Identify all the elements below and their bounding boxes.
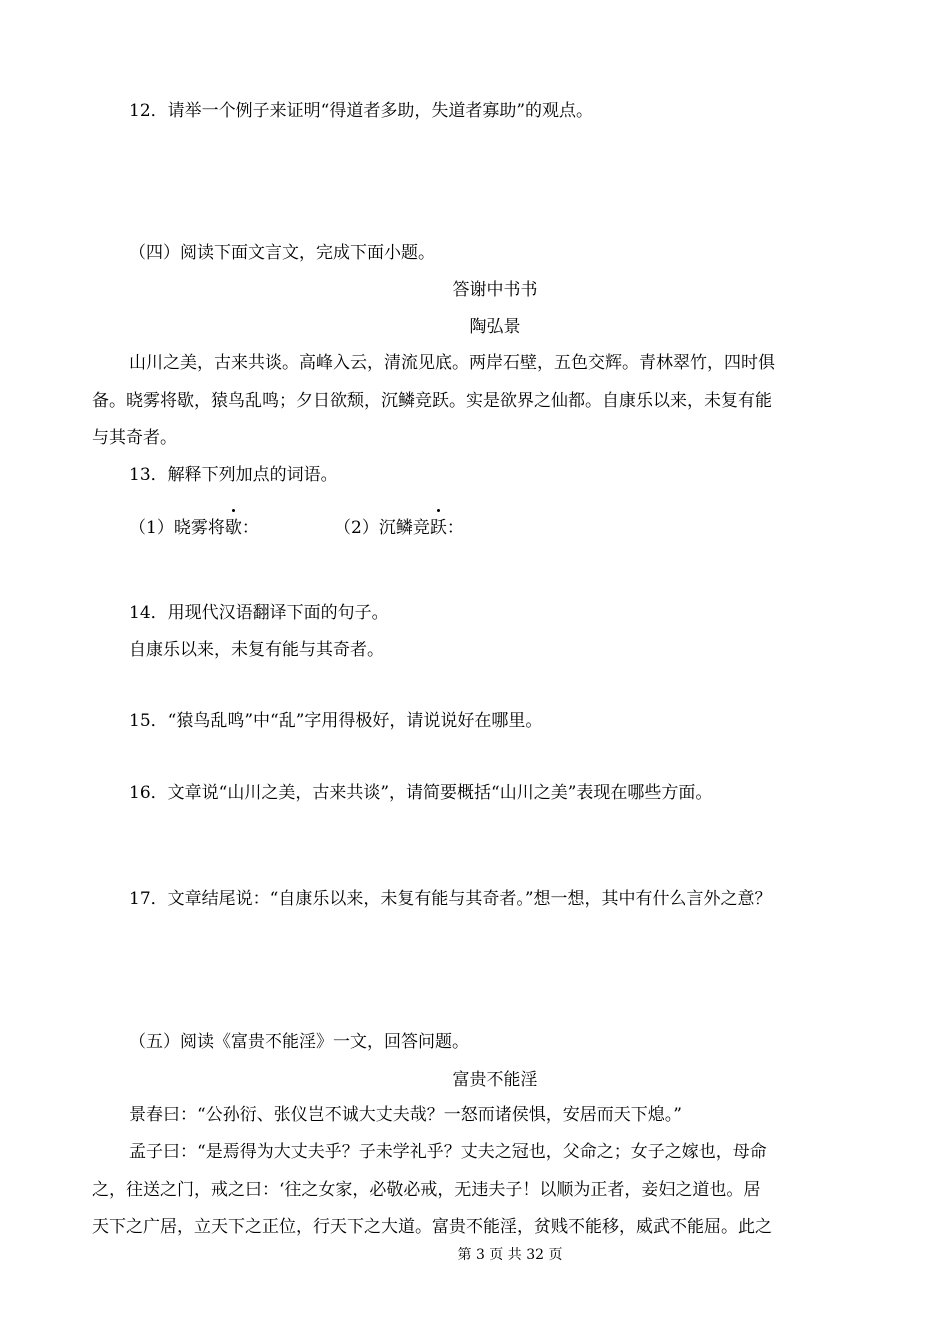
question-13-prompt: 13．解释下列加点的词语。 [129, 465, 338, 485]
section-5-intro: （五）阅读《富贵不能淫》一文，回答问题。 [129, 1032, 469, 1052]
dotted-char-1: 歇 [224, 518, 242, 538]
question-13-item-2: （2）沉鳞竞跃： [334, 518, 464, 538]
question-13-item-1: （1）晓雾将歇： [129, 518, 259, 538]
passage-5-line-4: 天下之广居，立天下之正位，行天下之大道。富贵不能淫，贫贱不能移，威武不能屈。此之 [92, 1217, 772, 1237]
passage-5-line-2: 孟子曰：“是焉得为大丈夫乎？子未学礼乎？丈夫之冠也，父命之；女子之嫁也，母命 [129, 1142, 767, 1162]
question-16: 16．文章说“山川之美，古来共谈”，请简要概括“山川之美”表现在哪些方面。 [129, 783, 713, 803]
page-footer: 第 3 页 共 32 页 [457, 1247, 563, 1263]
section-5-title: 富贵不能淫 [452, 1070, 538, 1090]
passage-5-line-3: 之，往送之门，戒之曰：‘往之女家，必敬必戒，无违夫子！以顺为正者，妾妇之道也。居 [92, 1180, 761, 1200]
passage-4-line-2: 备。晓雾将歇，猿鸟乱鸣；夕日欲颓，沉鳞竞跃。实是欲界之仙都。自康乐以来，未复有能 [92, 391, 772, 411]
dotted-char-2: 跃 [429, 518, 447, 538]
question-12: 12．请举一个例子来证明“得道者多助，失道者寡助”的观点。 [129, 101, 594, 121]
question-15: 15．“猿鸟乱鸣”中“乱”字用得极好，请说说好在哪里。 [129, 711, 543, 731]
section-4-author: 陶弘景 [469, 317, 521, 337]
passage-4-line-1: 山川之美，古来共谈。高峰入云，清流见底。两岸石壁，五色交辉。青林翠竹，四时俱 [129, 353, 775, 373]
passage-4-line-3: 与其奇者。 [92, 428, 177, 448]
question-14-sentence: 自康乐以来，未复有能与其奇者。 [129, 640, 384, 660]
section-4-intro: （四）阅读下面文言文，完成下面小题。 [129, 243, 435, 263]
section-4-title: 答谢中书书 [452, 280, 538, 300]
passage-5-line-1: 景春曰：“公孙衍、张仪岂不诚大丈夫哉？一怒而诸侯惧，安居而天下熄。” [129, 1105, 682, 1125]
question-17: 17．文章结尾说：“自康乐以来，未复有能与其奇者。”想一想，其中有什么言外之意？ [129, 889, 772, 909]
question-14-prompt: 14．用现代汉语翻译下面的句子。 [129, 603, 389, 623]
